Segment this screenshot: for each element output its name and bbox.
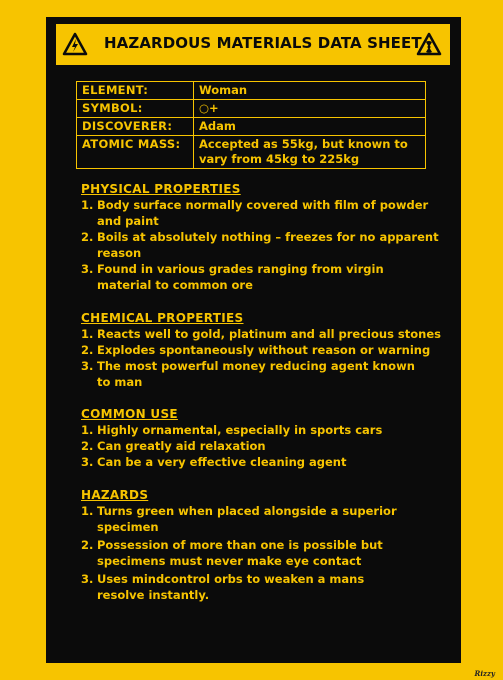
info-row-discoverer	[77, 118, 426, 136]
artist-credit: Rizzy	[474, 669, 495, 678]
section-title: COMMON USE	[81, 407, 178, 421]
element-info-table	[76, 81, 426, 169]
list-item: 2. Boils at absolutely nothing – freezes for no apparent reason	[81, 230, 439, 260]
list-item: 2. Possession of more than one is possible but specimens must never make eye contact	[81, 538, 383, 568]
list-item: 3. Uses mindcontrol orbs to weaken a mans resolve instantly.	[81, 572, 365, 602]
list-item: 1. Turns green when placed alongside a superior specimen	[81, 504, 397, 534]
info-value: Woman	[194, 82, 426, 100]
radiation-icon	[416, 32, 442, 60]
info-row-atomic-mass	[77, 136, 426, 169]
info-value: ○+	[194, 100, 426, 118]
section-hazards	[81, 487, 411, 603]
page-title: HAZARDOUS MATERIALS DATA SHEET	[104, 34, 422, 52]
section-title: PHYSICAL PROPERTIES	[81, 182, 241, 196]
section-title: CHEMICAL PROPERTIES	[81, 311, 244, 325]
list-item: 3. The most powerful money reducing agent known to man	[81, 359, 415, 389]
info-key: SYMBOL:	[77, 100, 194, 118]
list-item: 3. Can be a very effective cleaning agent	[81, 455, 347, 469]
list-item: 1. Reacts well to gold, platinum and all precious stones	[81, 327, 442, 341]
info-value: Adam	[194, 118, 426, 136]
list-item: 2. Can greatly aid relaxation	[81, 439, 266, 453]
warning-triangle-icon	[62, 32, 88, 60]
list-item: 1. Highly ornamental, especially in sports cars	[81, 423, 383, 437]
info-key: DISCOVERER:	[77, 118, 194, 136]
section-title: HAZARDS	[81, 488, 149, 502]
info-value: Accepted as 55kg, but known to vary from 45kg to 225kg	[194, 136, 426, 169]
info-key: ATOMIC MASS:	[77, 136, 194, 169]
title-banner	[53, 21, 453, 68]
section-chemical-properties	[81, 310, 441, 390]
info-row-symbol	[77, 100, 426, 118]
info-key: ELEMENT:	[77, 82, 194, 100]
info-row-element	[77, 82, 426, 100]
section-physical-properties	[81, 181, 441, 293]
list-item: 2. Explodes spontaneously without reason or warning	[81, 343, 431, 357]
section-common-use	[81, 406, 441, 470]
list-item: 3. Found in various grades ranging from virgin material to common ore	[81, 262, 384, 292]
list-item: 1. Body surface normally covered with film of powder and paint	[81, 198, 429, 228]
